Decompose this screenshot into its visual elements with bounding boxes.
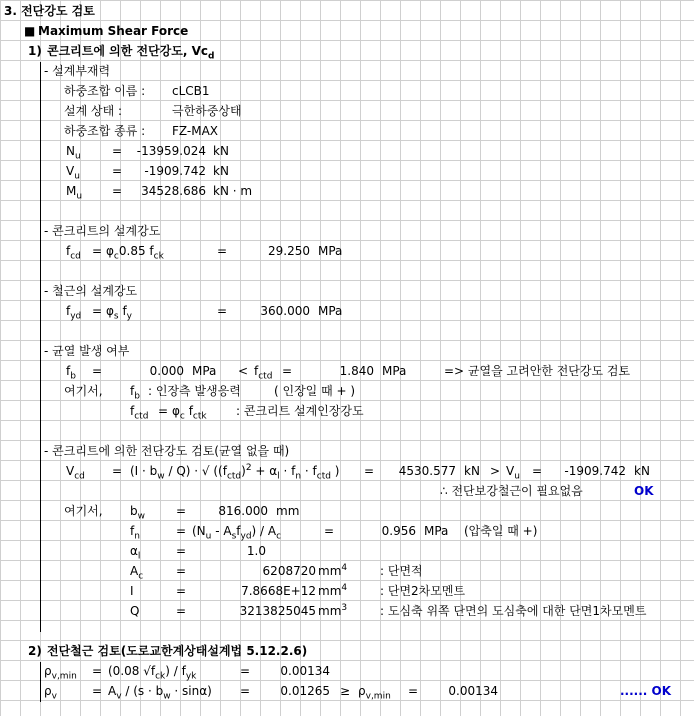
crack-cmp: < [238, 364, 249, 378]
load-combo-name-label: 하중조합 이름 : [64, 84, 146, 98]
fyd-eq: = [92, 304, 103, 318]
nu-unit: kN [213, 144, 229, 158]
load-combo-type-value: FZ-MAX [172, 124, 219, 138]
fyd-formula: $\varphi_s$ $f_y$ [106, 304, 132, 322]
shear-check-heading: - 콘크리트에 의한 전단강도 검토(균열 없을 때) [44, 444, 290, 458]
rho-v-symbol: $\rho_v$ [44, 684, 57, 702]
crack-check-heading: - 균열 발생 여부 [44, 344, 130, 358]
vcd-symbol: $V_{cd}$ [66, 464, 85, 482]
design-state-label: 설계 상태 : [64, 104, 123, 118]
rho-v-formula: $A_v / (s \cdot b_w \cdot \sin\alpha)$ [108, 684, 212, 702]
fcd-eq: = [92, 244, 103, 258]
alpha-l-eq: = [176, 544, 187, 558]
fb-def-note: ( 인장일 때 + ) [274, 384, 356, 398]
rho-min-symbol: $\rho_{v,min}$ [44, 664, 77, 682]
fn-note: (압축일 때 +) [464, 524, 538, 538]
bw-symbol: $b_w$ [130, 504, 145, 522]
vcd-unit: kN [464, 464, 480, 478]
fn-symbol: $f_n$ [130, 524, 140, 542]
fn-unit: MPa [424, 524, 449, 538]
fn-eq2: = [324, 524, 335, 538]
crack-result: => 균열을 고려안한 전단강도 검토 [444, 364, 631, 378]
ac-symbol: $A_c$ [130, 564, 144, 582]
fn-eq: = [176, 524, 187, 538]
alpha-l-symbol: $\alpha_l$ [130, 544, 141, 562]
rho-v-min-value: 0.00134 [448, 684, 498, 698]
rho-v-value: 0.01265 [280, 684, 330, 698]
q-symbol: Q [130, 604, 140, 618]
fctd-eq: = [282, 364, 293, 378]
fn-formula: $(N_u - A_sf_{yd}) / A_c$ [192, 524, 282, 542]
ac-desc: : 단면적 [380, 564, 423, 578]
mu-eq: = [112, 184, 123, 198]
fcd-value: 29.250 [268, 244, 310, 258]
part1-title: 콘크리트에 의한 전단강도, $Vc_d$ [47, 44, 215, 62]
rho-v-eq2: = [240, 684, 251, 698]
rho-min-formula: (0.08 $√f_{ck}) / f_{yk}$ [108, 664, 197, 682]
vcd-eq2: = [364, 464, 375, 478]
i-value: 7.8668E+12 [241, 584, 316, 598]
fyd-value: 360.000 [260, 304, 310, 318]
i-eq: = [176, 584, 187, 598]
ac-eq: = [176, 564, 187, 578]
nu-eq: = [112, 144, 123, 158]
fctd-def-formula: $\varphi_c$ $f_{ctk}$ [172, 404, 207, 422]
q-unit: $mm^3$ [318, 603, 348, 618]
rho-ok: ...... OK [620, 684, 672, 698]
rho-min-value: 0.00134 [280, 664, 330, 678]
vu-eq: = [112, 164, 123, 178]
design-state-value: 극한하중상태 [172, 104, 242, 118]
vu2-value: -1909.742 [564, 464, 626, 478]
ac-value: 6208720 [262, 564, 316, 578]
fcd-formula: $\varphi_c0.85$ $f_{ck}$ [106, 244, 164, 262]
fn-value: 0.956 [381, 524, 416, 538]
fcd-symbol: $f_{cd}$ [66, 244, 81, 262]
shear-note: ∴ 전단보강철근이 필요없음 [440, 484, 583, 498]
fb-symbol: $f_b$ [66, 364, 76, 382]
rho-v-min-symbol: $\rho_{v,min}$ [358, 684, 391, 702]
fb-eq: = [92, 364, 103, 378]
rho-v-eq3: = [408, 684, 419, 698]
fctd-def-eq: = [158, 404, 169, 418]
subtitle: Maximum Shear Force [38, 24, 189, 38]
rho-min-eq2: = [240, 664, 251, 678]
vcd-value: 4530.577 [398, 464, 456, 478]
where-label-2: 여기서, [64, 504, 103, 518]
fctd-def-symbol: $f_{ctd}$ [130, 404, 149, 422]
fcd-unit: MPa [318, 244, 343, 258]
indent-rule [40, 62, 41, 632]
fb-unit: MPa [192, 364, 217, 378]
part2-indent-rule [40, 662, 41, 702]
nu-symbol: $N_u$ [66, 144, 81, 162]
part1-number: 1) [28, 44, 42, 58]
subtitle-marker: ■ [24, 24, 36, 38]
vcd-formula: $(I \cdot b_w / Q)$ · √ ($(f_{ctd})^2 + \alpha_l \cdot f_n \cdot f_{ctd}$ ) [130, 463, 340, 482]
where-label-1: 여기서, [64, 384, 103, 398]
concrete-strength-heading: - 콘크리트의 설계강도 [44, 224, 161, 238]
q-desc: : 도심축 위쪽 단면의 도심축에 대한 단면1차모멘트 [380, 604, 647, 618]
ac-unit: $mm^4$ [318, 563, 348, 578]
load-combo-type-label: 하중조합 종류 : [64, 124, 146, 138]
mu-symbol: $M_u$ [66, 184, 83, 202]
vu2-unit: kN [634, 464, 650, 478]
nu-value: -13959.024 [136, 144, 206, 158]
shear-ok: OK [634, 484, 654, 498]
fyd-eq2: = [217, 304, 228, 318]
q-value: 3213825045 [239, 604, 316, 618]
i-unit: $mm^4$ [318, 583, 348, 598]
vu-symbol: $V_u$ [66, 164, 80, 182]
fb-def-text: : 인장측 발생응력 [148, 384, 241, 398]
fctd-def-text: : 콘크리트 설계인장강도 [236, 404, 364, 418]
mu-unit: kN · m [213, 184, 253, 198]
part2-number: 2) [28, 644, 42, 658]
fyd-unit: MPa [318, 304, 343, 318]
fb-value: 0.000 [149, 364, 184, 378]
bw-eq: = [176, 504, 187, 518]
fcd-eq2: = [217, 244, 228, 258]
rebar-strength-heading: - 철근의 설계강도 [44, 284, 138, 298]
rho-v-cmp: ≥ [340, 684, 351, 698]
fctd-unit: MPa [382, 364, 407, 378]
vu-value: -1909.742 [144, 164, 206, 178]
i-desc: : 단면2차모멘트 [380, 584, 466, 598]
vu2-eq: = [532, 464, 543, 478]
fctd-value: 1.840 [339, 364, 374, 378]
load-combo-name-value: cLCB1 [172, 84, 210, 98]
q-eq: = [176, 604, 187, 618]
vu2-symbol: $V_u$ [506, 464, 520, 482]
section-title: 3. 전단강도 검토 [4, 4, 95, 18]
fb-def-symbol: $f_b$ [130, 384, 140, 402]
mu-value: 34528.686 [141, 184, 206, 198]
alpha-l-value: 1.0 [246, 544, 266, 558]
vcd-eq: = [112, 464, 123, 478]
fctd-symbol: $f_{ctd}$ [254, 364, 273, 382]
bw-unit: mm [276, 504, 300, 518]
vu-unit: kN [213, 164, 229, 178]
vcd-cmp: > [490, 464, 501, 478]
design-force-heading: - 설계부재력 [44, 64, 111, 78]
fyd-symbol: $f_{yd}$ [66, 304, 82, 322]
bw-value: 816.000 [218, 504, 268, 518]
rho-min-eq: = [92, 664, 103, 678]
i-symbol: I [130, 584, 134, 598]
part2-title: 전단철근 검토(도로교한계상태설계법 5.12.2.6) [47, 644, 308, 658]
rho-v-eq: = [92, 684, 103, 698]
